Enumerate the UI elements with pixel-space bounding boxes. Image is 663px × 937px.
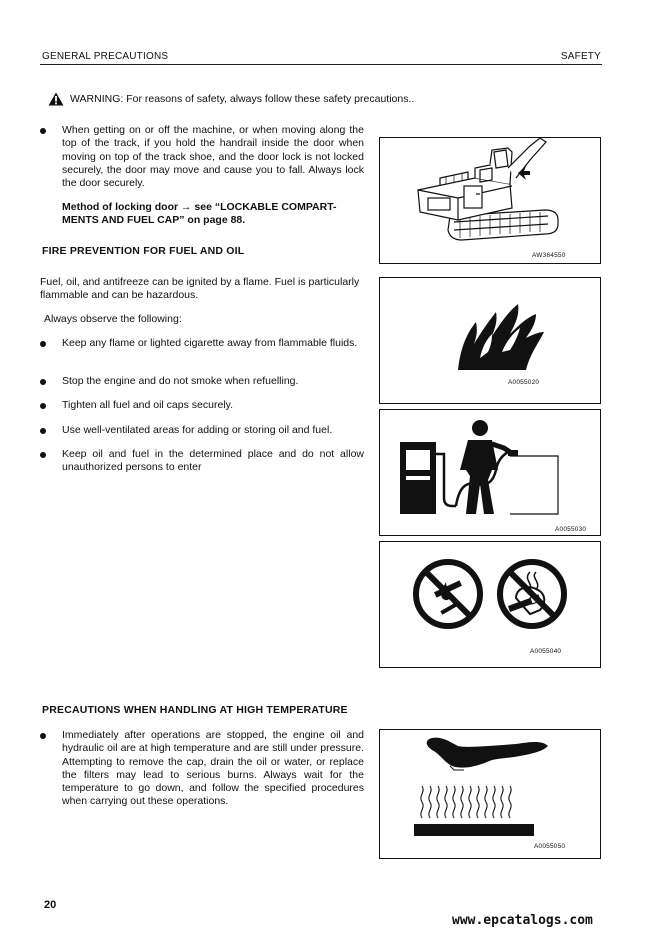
figure-code: A0055030 [555,526,587,533]
page-number: 20 [44,899,57,911]
bullet-dot [40,733,46,739]
list-item [40,729,364,809]
bullet-text: Stop the engine and do not smoke when refuelling. [62,375,299,387]
door-lock-text: When getting on or off the machine, or when moving along the top of the track, if you hold the handrail inside the door when moving on top of the track shoe, and the door lock is not locked securely, the door may move and cause you to fall. Always lock the door securely. [62,124,364,190]
bullet-dot [40,128,46,134]
warning-triangle-icon [48,92,64,106]
warning-banner [48,92,414,106]
header-section-title: GENERAL PRECAUTIONS [42,51,169,62]
observe-text: Always observe the following: [44,313,182,325]
high-temperature-heading: PRECAUTIONS WHEN HANDLING AT HIGH TEMPERATURE [42,704,348,716]
watermark-link[interactable]: www.epcatalogs.com [452,913,593,928]
bullet-dot [40,403,46,409]
bullet-dot [40,379,46,385]
figure-code: A0055040 [530,648,562,655]
figure-code: A0055020 [508,379,540,386]
bullet-text: Use well-ventilated areas for adding or storing oil and fuel. [62,424,333,436]
warning-text: WARNING: For reasons of safety, always follow these safety precautions.. [70,93,415,105]
figure-refuelling [379,409,601,536]
excavator-illustration [380,138,600,263]
bullet-text: Immediately after operations are stopped, the engine oil and hydraulic oil are at high temperature and are still under pressure. Attempting to remove the cap, drain the oil or water, or replace the filters may lead to serious burns. Always wait for the temperature to go down, and follow the specified procedures when carrying out these operations. [62,729,364,808]
bullet-text: Keep oil and fuel in the determined place and do not allow unauthorized persons to enter [62,448,364,474]
list-item [40,375,364,388]
bullet-dot [40,341,46,347]
hot-surface-icon [380,730,600,858]
refuelling-illustration [380,410,600,535]
list-item [40,424,364,437]
bullet-dot [40,452,46,458]
header-chapter-title: SAFETY [560,51,601,62]
flame-icon [380,278,600,403]
figure-hot-surface [379,729,601,859]
figure-code: A0055050 [534,843,566,850]
method-of-locking-reference [62,201,364,228]
no-open-flame-icon [416,562,480,626]
list-item [40,399,364,412]
bullet-dot [40,428,46,434]
fire-intro-paragraph: Fuel, oil, and antifreeze can be ignited by a flame. Fuel is particularly flammable and can be hazardous. [40,276,360,302]
list-item [40,337,364,350]
figure-flame [379,277,601,404]
no-smoking-icon [500,562,564,626]
list-item [40,448,364,475]
header-rule [40,64,602,65]
figure-prohibition-signs [379,541,601,668]
list-item [40,124,364,190]
bullet-text: Keep any flame or lighted cigarette away from flammable fluids. [62,337,358,349]
figure-code: AW364550 [532,252,566,259]
method-line-1: Method of locking door → see “LOCKABLE COMPART- [62,201,337,213]
bullet-text: Tighten all fuel and oil caps securely. [62,399,234,411]
method-line-2: MENTS AND FUEL CAP” on page 88. [62,214,246,227]
figure-excavator-door [379,137,601,264]
fire-prevention-heading: FIRE PREVENTION FOR FUEL AND OIL [42,245,245,257]
